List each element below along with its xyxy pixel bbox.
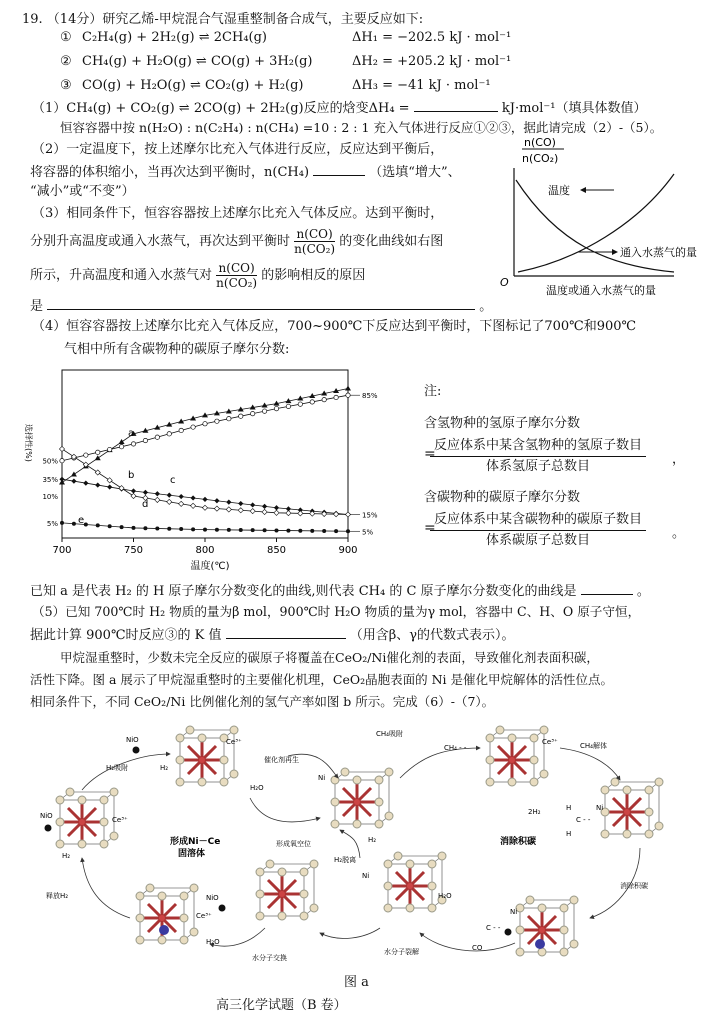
data-point-c: [202, 497, 207, 502]
crystal-cell: [176, 726, 238, 786]
data-point-a: [95, 455, 101, 460]
part2-line1: （2）一定温度下，按上述摩尔比充入气体进行反应，反应达到平衡后，: [32, 142, 444, 157]
data-point-e: [346, 529, 350, 533]
part3-line4: 是 。: [30, 295, 492, 317]
answer-blank-2[interactable]: [313, 161, 365, 176]
part2-line3: “减小”或“不变”）: [30, 184, 135, 199]
data-point-b: [96, 450, 100, 454]
y-axis-label: 选择性(%): [24, 424, 33, 462]
label-ni: Ni: [596, 804, 604, 812]
reaction-enthalpy: ΔH₂ = +205.2 kJ · mol⁻¹: [352, 54, 512, 69]
note-title: 注:: [424, 384, 442, 399]
fraction-denominator: n(CO₂): [294, 242, 336, 256]
data-point-b: [322, 397, 326, 401]
part3-line3: [30, 260, 365, 292]
data-point-b: [334, 395, 338, 399]
data-point-d: [190, 503, 195, 508]
data-point-b: [179, 428, 183, 432]
right-value-label: 15%: [362, 511, 378, 520]
label-h2-left: H₂: [62, 852, 71, 860]
part4-question: 已知 a 是代表 H₂ 的 H 原子摩尔分数变化的曲线,则代表 CH₄ 的 C 原子摩尔分数变化的曲线是 。: [30, 580, 650, 602]
label-h: H: [566, 830, 572, 838]
x-tick-label: 900: [338, 545, 358, 556]
label-c-bond: C - -: [576, 816, 591, 824]
data-point-e: [227, 528, 231, 532]
data-point-d: [226, 507, 231, 512]
reaction-number: ③: [60, 78, 72, 93]
fig1-temp-label: 温度: [548, 184, 570, 197]
x-axis-label: 温度(℃): [190, 561, 230, 572]
data-point-d: [214, 506, 219, 511]
label-h2-desorb: H₂脱离: [334, 856, 357, 864]
label-2h2: 2H₂: [528, 808, 541, 816]
data-point-b: [310, 400, 314, 404]
label-h2: H₂: [160, 764, 169, 772]
x-tick-label: 850: [266, 545, 287, 556]
part1-text: （1）CH₄(g) + CO₂(g) ⇌ 2CO(g) + 2H₂(g)反应的焓变ΔH₄ =: [32, 101, 410, 116]
series-line-d: [62, 449, 348, 515]
note-h-numerator: 反应体系中某含氢物种的氢原子数目: [430, 436, 646, 457]
data-point-b: [84, 453, 88, 457]
part3-text: 是: [30, 299, 44, 314]
note-c-fraction: [430, 510, 646, 551]
label-ni: Ni: [510, 908, 518, 916]
part4-text: 已知 a 是代表 H₂ 的 H 原子摩尔分数变化的曲线,则代表 CH₄ 的 C 原子摩尔分数变化的曲线是: [30, 584, 577, 599]
label-h2o: H₂O: [250, 784, 264, 792]
data-point-a: [345, 385, 351, 390]
series-label-b: b: [128, 470, 135, 481]
label-remove-carbon: 消除积碳: [620, 882, 648, 890]
reaction-row: [0, 54, 723, 76]
label-water-split: 水分子裂解: [384, 948, 419, 956]
data-point-c: [95, 482, 100, 487]
note-h-fraction: [430, 436, 646, 477]
data-point-d: [238, 508, 243, 513]
part3-text: 的影响相反的原因: [261, 268, 366, 283]
part5-line1: （5）已知 700℃时 H₂ 物质的量为β mol，900℃时 H₂O 物质的量为γ mol，容器中 C、H、O 原子守恒，: [32, 604, 641, 619]
data-point-b: [286, 404, 290, 408]
fig1-ylabel-num: n(CO): [524, 136, 556, 149]
figure-a-caption: 图 a: [344, 975, 369, 990]
data-point-d: [250, 509, 255, 514]
note-h-denominator: 体系氢原子总数目: [486, 459, 591, 474]
label-solid-solution: 形成Ni－Ce: [170, 837, 221, 847]
data-point-e: [191, 527, 195, 531]
data-point-d: [167, 499, 172, 504]
data-point-b: [274, 406, 278, 410]
data-point-e: [286, 529, 290, 533]
data-point-d: [95, 470, 100, 475]
label-remove-carbon: 消除积碳: [500, 837, 537, 847]
series-label-a: a: [128, 428, 135, 439]
answer-blank-4[interactable]: [581, 580, 633, 595]
reaction-equation: CH₄(g) + H₂O(g) ⇌ CO(g) + 3H₂(g): [82, 54, 313, 69]
data-point-e: [167, 527, 171, 531]
crystal-cell: [601, 778, 663, 838]
reaction-enthalpy: ΔH₁ = −202.5 kJ · mol⁻¹: [352, 30, 512, 45]
data-point-e: [251, 528, 255, 532]
page-footer: 高三化学试题（B 卷）: [216, 998, 347, 1013]
part1: [32, 97, 646, 119]
data-point-c: [214, 498, 219, 503]
data-point-c: [155, 491, 160, 496]
crystal-cell: [136, 884, 198, 944]
data-point-d: [333, 512, 338, 517]
data-point-c: [167, 493, 172, 498]
data-point-d: [298, 511, 303, 516]
x-tick-label: 750: [123, 545, 144, 556]
part2-text: 将容器的体积缩小，当再次达到平衡时，n(CH₄): [30, 165, 310, 180]
crystal-cell: [56, 788, 118, 848]
reaction-enthalpy: ΔH₃ = −41 kJ · mol⁻¹: [352, 78, 491, 93]
part1-unit: kJ·mol⁻¹（填具体数值）: [501, 101, 647, 116]
data-point-d: [179, 501, 184, 506]
label-ce3: Ce³⁺: [542, 738, 558, 746]
plot-frame: [62, 370, 348, 538]
label-ce3: Ce³⁺: [112, 816, 128, 824]
data-point-e: [72, 522, 76, 526]
fig1-origin: O: [500, 276, 509, 289]
label-ni: Ni: [318, 774, 326, 782]
fraction-numerator: n(CO): [294, 227, 335, 242]
part5-text: 据此计算 900℃时反应③的 K 值: [30, 628, 222, 643]
label-water-exchange: 水分子交换: [252, 954, 287, 962]
data-point-c: [131, 488, 136, 493]
data-point-b: [227, 417, 231, 421]
data-point-b: [262, 409, 266, 413]
data-point-b: [60, 459, 64, 463]
crystal-cell: [486, 726, 548, 786]
answer-blank-5[interactable]: [226, 624, 346, 639]
note-c-numerator: 反应体系中某含碳物种的碳原子数目: [430, 510, 646, 531]
part2-choices: （选填“增大”、: [369, 165, 461, 180]
para-line3: 相同条件下，不同 CeO₂/Ni 比例催化剂的氢气产率如图 b 所示。完成（6）-（7）。: [30, 694, 495, 709]
note-c-title: 含碳物种的碳原子摩尔分数: [424, 490, 581, 505]
label-nio-left: NiO: [40, 812, 53, 820]
data-point-b: [167, 432, 171, 436]
question-header: 19. （14分）研究乙烯-甲烷混合气湿重整制备合成气，主要反应如下:: [22, 12, 424, 27]
fig1-ylabel-den: n(CO₂): [522, 152, 559, 165]
part3-line2: [30, 226, 443, 258]
data-point-b: [250, 411, 254, 415]
y-tick-label: 10%: [42, 493, 58, 501]
y-tick-label: 35%: [42, 476, 58, 485]
reaction-equation: C₂H₄(g) + 2H₂(g) ⇌ 2CH₄(g): [82, 30, 268, 45]
right-value-label: 85%: [362, 392, 378, 401]
data-point-d: [59, 446, 64, 451]
data-point-b: [191, 425, 195, 429]
data-point-e: [334, 529, 338, 533]
label-ni: Ni: [362, 872, 370, 880]
series-line-a: [62, 388, 348, 482]
right-value-label: 5%: [362, 528, 374, 537]
data-point-b: [107, 447, 111, 451]
data-point-b: [215, 419, 219, 423]
data-point-c: [83, 481, 88, 486]
label-nio-top: NiO: [126, 736, 139, 744]
x-tick-label: 700: [52, 545, 72, 556]
label-solid-solution2: 固溶体: [178, 849, 206, 859]
label-c-bond: C - -: [486, 924, 501, 932]
series-line-b: [62, 395, 348, 461]
data-point-e: [298, 529, 302, 533]
note-h-title: 含氢物种的氢原子摩尔分数: [424, 416, 581, 431]
series-label-d: d: [142, 499, 149, 510]
data-point-d: [345, 512, 350, 517]
fraction-numerator: n(CO): [216, 261, 257, 276]
data-point-e: [263, 528, 267, 532]
data-point-d: [202, 505, 207, 510]
data-point-c: [179, 494, 184, 499]
label-release-h2: 释放H₂: [46, 892, 69, 900]
reaction-row: [0, 30, 723, 52]
part4-line2: 气相中所有含碳物种的碳原子摩尔分数:: [64, 342, 290, 357]
data-point-e: [132, 526, 136, 530]
answer-blank-1[interactable]: [414, 97, 498, 112]
data-point-b: [143, 438, 147, 442]
label-h: H: [566, 804, 572, 812]
data-point-e: [275, 528, 279, 532]
data-point-c: [238, 501, 243, 506]
ratio-fraction: [216, 261, 257, 290]
label-h2: H₂: [368, 836, 377, 844]
note-c-period: 。: [672, 526, 686, 541]
crystal-cell: [331, 768, 393, 828]
data-point-c: [71, 479, 76, 484]
data-point-e: [179, 527, 183, 531]
para-line1: 甲烷湿重整时，少数未完全反应的碳原子将覆盖在CeO₂/Ni催化剂的表面，导致催化剂表面积碳，: [60, 650, 599, 665]
data-point-b: [119, 445, 123, 449]
ratio-trend-figure: [488, 134, 718, 300]
label-h2-adsorb: H₂吸附: [106, 764, 129, 772]
data-point-d: [119, 486, 124, 491]
data-point-d: [155, 497, 160, 502]
series-label-e: e: [78, 515, 85, 526]
data-point-e: [239, 528, 243, 532]
data-point-e: [60, 521, 64, 525]
data-point-e: [310, 529, 314, 533]
data-point-a: [119, 439, 125, 444]
data-point-b: [298, 402, 302, 406]
data-point-c: [143, 490, 148, 495]
data-point-b: [155, 435, 159, 439]
selectivity-chart: [20, 364, 400, 574]
part4-line1: （4）恒容容器按上述摩尔比充入气体反应，700~900℃下反应达到平衡时，下图标记了700℃和900℃: [32, 319, 637, 334]
reaction-equation: CO(g) + H₂O(g) ⇌ CO₂(g) + H₂(g): [82, 78, 304, 93]
label-co: CO: [472, 944, 483, 952]
data-point-c: [190, 495, 195, 500]
crystal-cell: [256, 860, 318, 920]
note-h-eq: =: [424, 446, 436, 462]
data-point-e: [143, 526, 147, 530]
data-point-c: [262, 504, 267, 509]
data-point-e: [84, 523, 88, 527]
note-c-eq: =: [424, 520, 436, 536]
data-point-d: [131, 493, 136, 498]
data-point-b: [239, 414, 243, 418]
y-tick-label: 50%: [42, 457, 58, 466]
data-point-c: [250, 502, 255, 507]
data-point-e: [120, 525, 124, 529]
data-point-c: [274, 505, 279, 510]
data-point-b: [131, 442, 135, 446]
answer-blank-3[interactable]: [47, 295, 475, 310]
data-point-c: [226, 500, 231, 505]
data-point-e: [203, 528, 207, 532]
series-label-c: c: [170, 475, 176, 486]
y-tick-label: 5%: [46, 519, 58, 528]
part3-line1: （3）相同条件下，恒容容器按上述摩尔比充入气体反应。达到平衡时，: [32, 206, 444, 221]
label-h2o: H₂O: [206, 938, 220, 946]
label-regen: 催化剂再生: [264, 756, 299, 764]
data-point-e: [108, 524, 112, 528]
note-h-comma: ，: [672, 452, 686, 467]
reaction-number: ②: [60, 54, 72, 69]
part5-hint: （用含β、γ的代数式表示）。: [349, 628, 515, 643]
intro-ratio: 恒容容器中按 n(H₂O) : n(C₂H₄) : n(CH₄) =10 : 2 : 1 充入气体进行反应①②③，据此请完成（2）-（5）。: [60, 120, 663, 135]
label-vacancy: 形成氧空位: [276, 840, 311, 848]
mechanism-figure-a: [20, 718, 710, 980]
label-ce3: Ce³⁺: [196, 912, 212, 920]
data-point-e: [215, 528, 219, 532]
part3-text: 的变化曲线如右图: [339, 234, 444, 249]
label-ch4-bond: CH₄ - -: [444, 744, 467, 752]
data-point-a: [71, 471, 77, 476]
label-ch4-dissociate: CH₄解体: [580, 742, 607, 750]
data-point-c: [107, 484, 112, 489]
label-nio: NiO: [206, 894, 219, 902]
data-point-e: [322, 529, 326, 533]
reaction-number: ①: [60, 30, 72, 45]
fraction-denominator: n(CO₂): [216, 276, 258, 290]
ratio-fraction: [294, 227, 335, 256]
data-point-b: [203, 422, 207, 426]
part5-line2: [30, 624, 515, 646]
data-point-d: [107, 478, 112, 483]
part3-text: 所示，升高温度和通入水蒸气对: [30, 268, 213, 283]
fig1-steam-label: 通入水蒸气的量: [620, 246, 697, 259]
data-point-e: [155, 526, 159, 530]
x-tick-label: 800: [195, 545, 215, 556]
data-point-d: [274, 510, 279, 515]
part3-text: 分别升高温度或通入水蒸气，再次达到平衡时: [30, 234, 291, 249]
data-point-d: [262, 509, 267, 514]
data-point-b: [346, 393, 350, 397]
part2-line2: [30, 161, 461, 183]
para-line2: 活性下降。图 a 展示了甲烷湿重整时的主要催化机理，CeO₂晶胞表面的 Ni 是催化甲烷解体的活性位点。: [30, 672, 614, 687]
note-c-denominator: 体系碳原子总数目: [486, 533, 591, 548]
data-point-e: [96, 523, 100, 527]
data-point-d: [286, 510, 291, 515]
label-h2o: H₂O: [438, 892, 452, 900]
crystal-cell: [516, 896, 578, 956]
label-ce3: Ce³⁺: [226, 738, 242, 746]
label-ch4-adsorb: CH₄吸附: [376, 730, 403, 738]
fig1-xlabel: 温度或通入水蒸气的量: [546, 284, 656, 297]
